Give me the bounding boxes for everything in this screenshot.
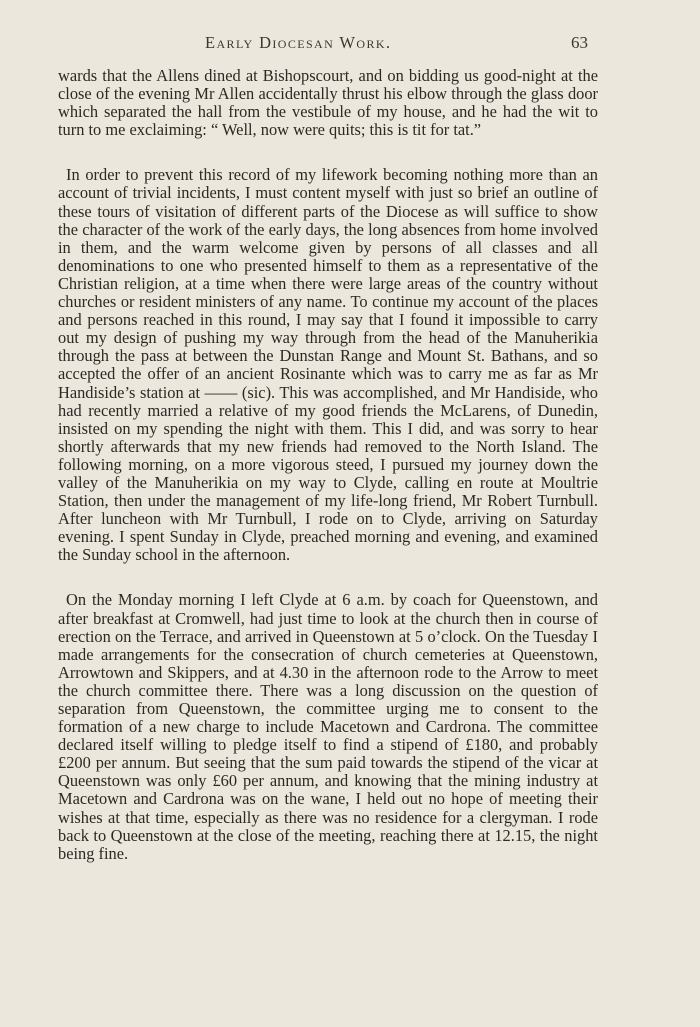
paragraph-queenstown-journey: On the Monday morning I left Clyde at 6 a.m. by coach for Queenstown, and after breakfast at Cromwell, had just time to look at the church then in course of erection on the Terrace, and arrived in Queenstown at 5 o’clock. On the Tuesday I made arrangements for the consecration of church cemeteries at Queenstown, Arrowtown and Skippers, and at 4.30 in the afternoon rode to the Arrow to meet the church committee there. There was a long discussion on the question of separation from Queenstown, the committee urging me to consent to the formation of a new charge to include Macetown and Cardrona. The committee declared itself willing to pledge itself to find a stipend of £180, and probably £200 per annum. But seeing that the sum paid towards the stipend of the vicar at Queenstown was only £60 per annum, and knowing that the mining industry at Macetown and Cardrona was on the wane, I held out no hope of meeting their wishes at that time, especially as there was no residence for a clergyman. I rode back to Queenstown at the close of the meeting, reaching there at 12.15, the night being fine. [58, 590, 598, 863]
body-text [58, 67, 598, 863]
paragraph-continuation: wards that the Allens dined at Bishopscourt, and on bidding us good-night at the close of the evening Mr Allen accidentally thrust his elbow through the glass door which separated the hall from the vestibule of my house, and he had the wit to turn to me exclaiming: “ Well, now were quits; this is tit for tat.” [58, 66, 598, 140]
page-number: 63 [571, 33, 588, 52]
paragraph-visitation-tours: In order to prevent this record of my lifework becoming nothing more than an account of trivial incidents, I must content myself with just so brief an outline of these tours of visitation of different parts of the Diocese as will suffice to show the character of the work of the early days, the long absences from home involved in them, and the warm welcome given by persons of all classes and all denominations to one who presented himself to them as a representative of the Christian religion, at a time when there were large areas of the country without churches or resident ministers of any name. To continue my account of the places and persons reached in this round, I may say that I found it impossible to carry out my design of pushing my way through from the head of the Manuherikia through the pass at between the Dunstan Range and Mount St. Bathans, and so accepted the offer of an ancient Rosinante which was to carry me as far as Mr Handiside’s station at —— (sic). This was accomplished, and Mr Handiside, who had recently married a relative of my good friends the McLarens, of Dunedin, insisted on my spending the night with them. This I did, and was sorry to hear shortly afterwards that my new friends had removed to the North Island. The following morning, on a more vigorous steed, I pursued my journey down the valley of the Manuherikia on my way to Clyde, calling en route at Moultrie Station, then under the management of my life-long friend, Mr Robert Turnbull. After luncheon with Mr Turnbull, I rode on to Clyde, arriving on Saturday evening. I spent Sunday in Clyde, preached morning and evening, and examined the Sunday school in the afternoon. [58, 165, 598, 565]
running-title: Early Diocesan Work. [205, 33, 392, 52]
page-header [0, 33, 700, 57]
